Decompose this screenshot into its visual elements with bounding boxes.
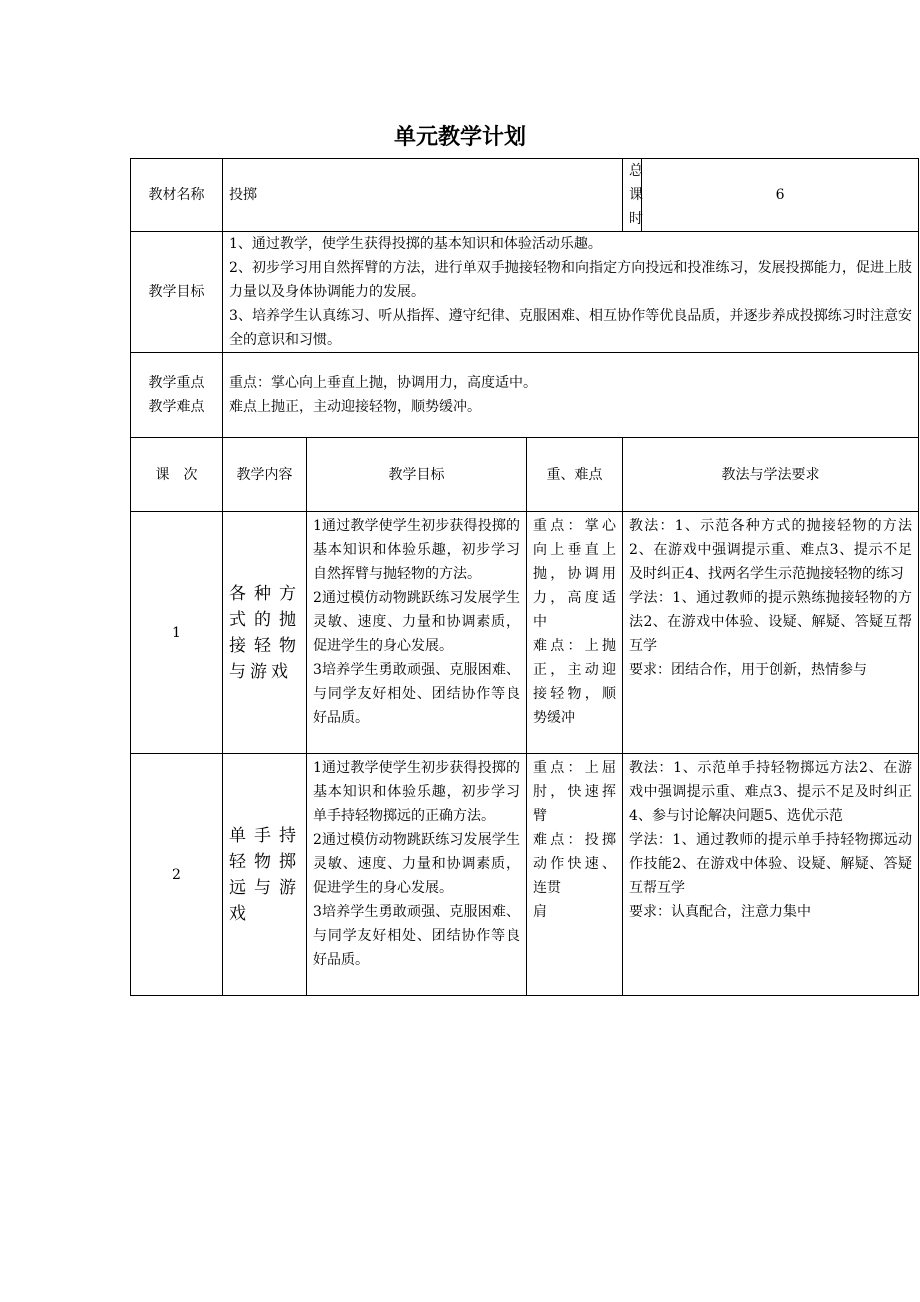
objective-item: 2、初步学习用自然挥臂的方法，进行单双手抛接轻物和向指定方向投远和投准练习，发展投掷能力，促进上肢力量以及身体协调能力的发展。 — [229, 260, 913, 300]
lesson-row — [131, 754, 919, 996]
hours-label: 总课时 — [623, 159, 642, 232]
material-label: 教材名称 — [131, 159, 223, 232]
lesson-key-points: 重点：上屈肘，快速挥臂 难点：投掷动作快速、连贯 肩 — [527, 754, 623, 996]
teaching-plan-table — [130, 158, 919, 996]
page-title: 单元教学计划 — [393, 125, 526, 150]
header-content: 教学内容 — [223, 438, 307, 512]
lesson-number: 1 — [131, 512, 223, 754]
lesson-content: 单手持轻物掷远与游戏 — [223, 754, 307, 996]
key-points-row — [131, 353, 919, 438]
lesson-methods: 教法：1、示范单手持轻物掷远方法2、在游戏中强调提示重、难点3、提示不足及时纠正4、参与讨论解决问题5、选优示范 学法：1、通过教师的提示单手持轻物掷远动作技能2、在游戏中体验、设疑、解疑、答疑互帮互学 要求：认真配合，注意力集中 — [623, 754, 919, 996]
info-row — [131, 159, 919, 232]
lesson-content: 各种方式的抛接轻物与游戏 — [223, 512, 307, 754]
difficulty-line: 难点上抛正，主动迎接轻物，顺势缓冲。 — [229, 399, 481, 415]
objectives-row — [131, 232, 919, 353]
header-goals: 教学目标 — [307, 438, 527, 512]
lesson-header-row — [131, 438, 919, 512]
header-methods: 教法与学法要求 — [623, 438, 919, 512]
lesson-row — [131, 512, 919, 754]
lesson-goals: 1通过教学使学生初步获得投掷的基本知识和体验乐趣，初步学习单手持轻物掷远的正确方法。 2通过模仿动物跳跃练习发展学生灵敏、速度、力量和协调素质，促进学生的身心发展。 3培养学生勇敢顽强、克服困难、与同学友好相处、团结协作等良好品质。 — [307, 754, 527, 996]
objectives-text — [223, 232, 919, 353]
lesson-key-points: 重点：掌心向上垂直上抛，协调用力，高度适中 难点：上抛正，主动迎接轻物，顺势缓冲 — [527, 512, 623, 754]
key-point-line: 重点：掌心向上垂直上抛，协调用力，高度适中。 — [229, 375, 537, 391]
objective-item: 1、通过教学，使学生获得投掷的基本知识和体验活动乐趣。 — [229, 236, 602, 252]
header-lesson-number: 课 次 — [131, 438, 223, 512]
header-key-points: 重、难点 — [527, 438, 623, 512]
hours-value: 6 — [642, 159, 919, 232]
key-points-label: 教学重点 教学难点 — [131, 353, 223, 438]
objectives-label: 教学目标 — [131, 232, 223, 353]
lesson-methods: 教法：1、示范各种方式的抛接轻物的方法2、在游戏中强调提示重、难点3、提示不足及时纠正4、找两名学生示范抛接轻物的练习 学法：1、通过教师的提示熟练抛接轻物的方法2、在游戏中体验、设疑、解疑、答疑互帮互学 要求：团结合作，用于创新，热情参与 — [623, 512, 919, 754]
lesson-goals: 1通过教学使学生初步获得投掷的基本知识和体验乐趣，初步学习自然挥臂与抛轻物的方法。 2通过模仿动物跳跃练习发展学生灵敏、速度、力量和协调素质，促进学生的身心发展。 3培养学生勇敢顽强、克服困难、与同学友好相处、团结协作等良好品质。 — [307, 512, 527, 754]
lesson-number: 2 — [131, 754, 223, 996]
key-points-text — [223, 353, 919, 438]
material-value: 投掷 — [223, 159, 623, 232]
objective-item: 3、培养学生认真练习、听从指挥、遵守纪律、克服困难、相互协作等优良品质，并逐步养成投掷练习时注意安全的意识和习惯。 — [229, 308, 913, 348]
